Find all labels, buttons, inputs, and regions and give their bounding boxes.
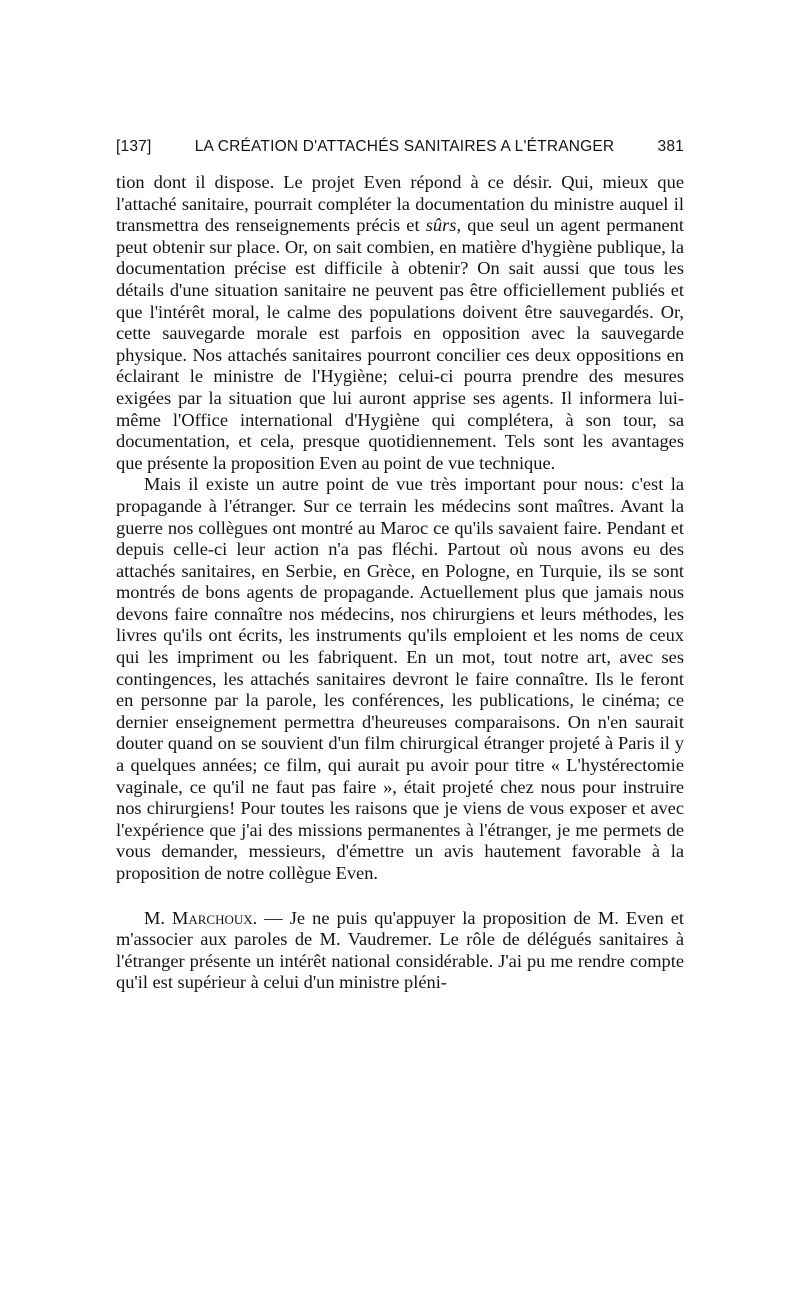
paragraph-3: [116, 908, 684, 994]
paragraph-1: [116, 172, 684, 474]
paragraph-1-text: tion dont il dispose. Le projet Even répond à ce désir. Qui, mieux que l'attaché sanitaire, pourrait compléter la documentation du ministre auquel il transmettra des renseignements précis et: [116, 172, 684, 236]
body-text: [116, 172, 684, 994]
page-number: 381: [657, 138, 684, 155]
paragraph-1-tail: , que seul un agent permanent peut obtenir sur place. Or, on sait combien, en matière d'hygiène publique, la documentation précise est difficile à obtenir? On sait aussi que tous les détails d'une situation sanitaire ne peuvent pas être officiellement publiés et que l'intérêt moral, le calme des populations doivent être sauvegardés. Or, cette sauvegarde morale est parfois en opposition avec la sauvegarde physique. Nos attachés sanitaires pourront concilier ces deux oppositions en éclairant le ministre de l'Hygiène; celui-ci pourra prendre des mesures exigées par la situation que lui auront apprise ses agents. Il informera lui-même l'Office international d'Hygiène qui complétera, à son tour, sa documentation, et cela, presque quotidiennement. Tels sont les avantages que présente la proposition Even au point de vue technique.: [116, 215, 684, 473]
speaker-name: M. Marchoux.: [144, 907, 258, 928]
paragraph-1-emphasis: sûrs: [425, 215, 457, 236]
page: [116, 138, 684, 994]
running-title: LA CRÉATION D'ATTACHÉS SANITAIRES A L'ÉTRANGER: [194, 138, 615, 155]
paragraph-3-text: — Je ne puis qu'appuyer la proposition de M. Even et m'associer aux paroles de M. Vaudremer. Le rôle de délégués sanitaires à l'étranger présente un intérêt national considérable. J'ai pu me rendre compte qu'il est supérieur à celui d'un ministre pléni-: [116, 907, 685, 993]
paragraph-2: Mais il existe un autre point de vue très important pour nous: c'est la propagande à l'étranger. Sur ce terrain les médecins sont maîtres. Avant la guerre nos collègues ont montré au Maroc ce qu'ils savaient faire. Pendant et depuis celle-ci leur action n'a pas fléchi. Partout où nous avons eu des attachés sanitaires, en Serbie, en Grèce, en Pologne, en Turquie, ils se sont montrés de bons agents de propagande. Actuellement plus que jamais nous devons faire connaître nos médecins, nos chirurgiens et leurs méthodes, les livres qu'ils ont écrits, les instruments qu'ils emploient et les noms de ceux qui les impriment ou les fabriquent. En un mot, tout notre art, avec ses contingences, les attachés sanitaires devront le faire connaître. Ils le feront en personne par la parole, les conférences, les publications, le cinéma; ce dernier enseignement permettra d'heureuses comparaisons. On n'en saurait douter quand on se souvient d'un film chirurgical étranger projeté à Paris il y a quelques années; ce film, qui aurait pu avoir pour titre « L'hystérectomie vaginale, ce qu'il ne faut pas faire », était projeté chez nous pour instruire nos chirurgiens! Pour toutes les raisons que je viens de vous exposer et avec l'expérience que j'ai des missions permanentes à l'étranger, je me permets de vous demander, messieurs, d'émettre un avis hautement favorable à la proposition de notre collègue Even.: [116, 474, 684, 883]
running-header: [116, 138, 684, 160]
section-number: [137]: [116, 138, 152, 155]
